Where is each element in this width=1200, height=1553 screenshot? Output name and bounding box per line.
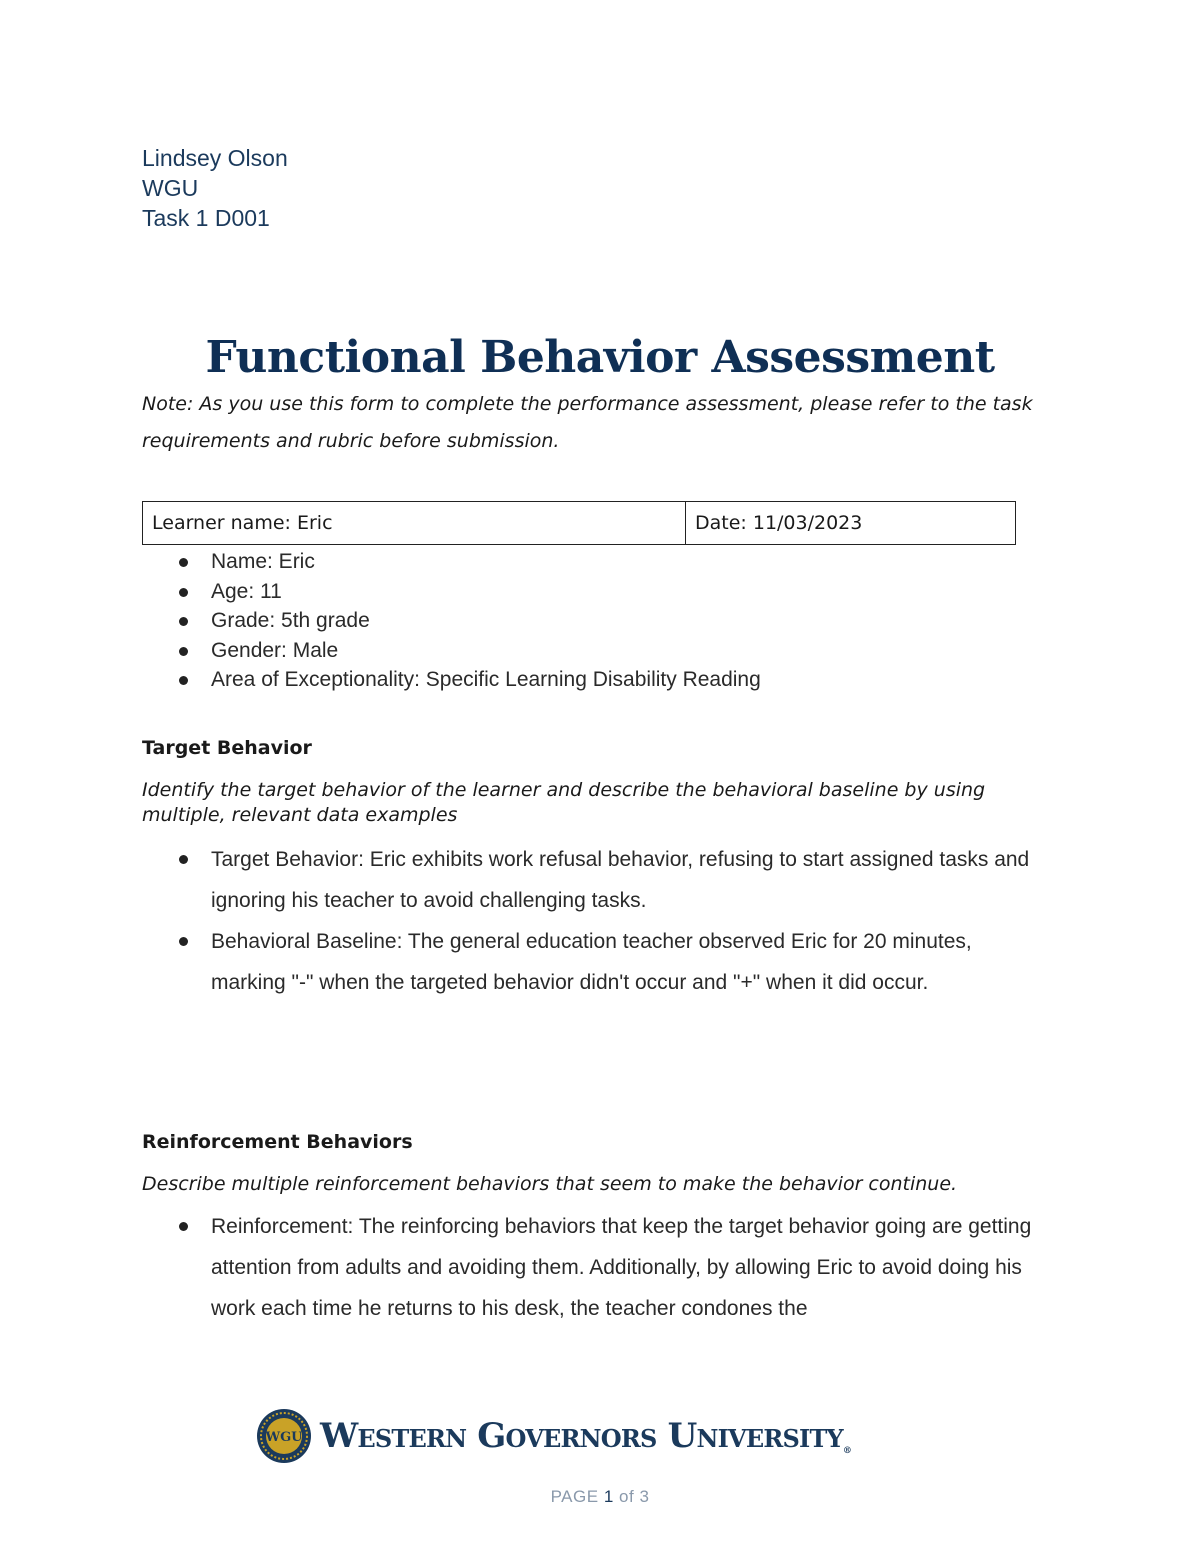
page-number: [0, 1487, 1200, 1507]
page-label: PAGE: [550, 1487, 599, 1506]
page-of: of: [619, 1487, 635, 1506]
target-behavior-list: [176, 839, 1051, 1003]
instruction-note: Note: As you use this form to complete the performance assessment, please refer to the task requirements and rubric before submission.: [142, 393, 1033, 452]
page-total: 3: [639, 1487, 650, 1506]
learner-info-list: [176, 547, 761, 695]
list-item: Target Behavior: Eric exhibits work refusal behavior, refusing to start assigned tasks and ignoring his teacher to avoid challenging tasks.: [176, 839, 1051, 921]
learner-name-cell: Learner name: Eric: [143, 502, 686, 544]
university-logo: [256, 1407, 851, 1465]
school-name: WGU: [142, 175, 199, 201]
target-behavior-heading: Target Behavior: [142, 737, 312, 759]
task-label: Task 1 D001: [142, 205, 270, 231]
list-item: Reinforcement: The reinforcing behaviors that keep the target behavior going are getting attention from adults and avoiding them. Additionally, by allowing Eric to avoid doing his work each time he returns to his desk, the teacher condones the: [176, 1206, 1051, 1329]
list-item: Area of Exceptionality: Specific Learning Disability Reading: [176, 665, 761, 695]
list-item: Gender: Male: [176, 636, 761, 666]
reinforcement-heading: Reinforcement Behaviors: [142, 1131, 413, 1153]
document-title: Functional Behavior Assessment: [205, 332, 995, 383]
learner-table: [142, 501, 1016, 545]
list-item: Name: Eric: [176, 547, 761, 577]
trademark-mark: ®: [842, 1446, 852, 1456]
university-name-text: Western Governors University: [320, 1416, 843, 1456]
university-name: [320, 1416, 851, 1456]
list-item: Grade: 5th grade: [176, 606, 761, 636]
list-item: Behavioral Baseline: The general education teacher observed Eric for 20 minutes, marking "-" when the targeted behavior didn't occur and "+" when it did occur.: [176, 921, 1051, 1003]
date-cell: Date: 11/03/2023: [695, 512, 863, 534]
author-name: Lindsey Olson: [142, 145, 288, 171]
author-header: [142, 143, 288, 233]
university-seal-icon: [256, 1408, 312, 1464]
reinforcement-list: [176, 1206, 1051, 1329]
list-item: Age: 11: [176, 577, 761, 607]
seal-text: WGU: [265, 1430, 303, 1445]
target-behavior-description: Identify the target behavior of the learner and describe the behavioral baseline by using multiple, relevant data examples: [142, 779, 986, 826]
reinforcement-description: Describe multiple reinforcement behaviors that seem to make the behavior continue.: [142, 1173, 958, 1195]
page-current: 1: [603, 1487, 614, 1506]
